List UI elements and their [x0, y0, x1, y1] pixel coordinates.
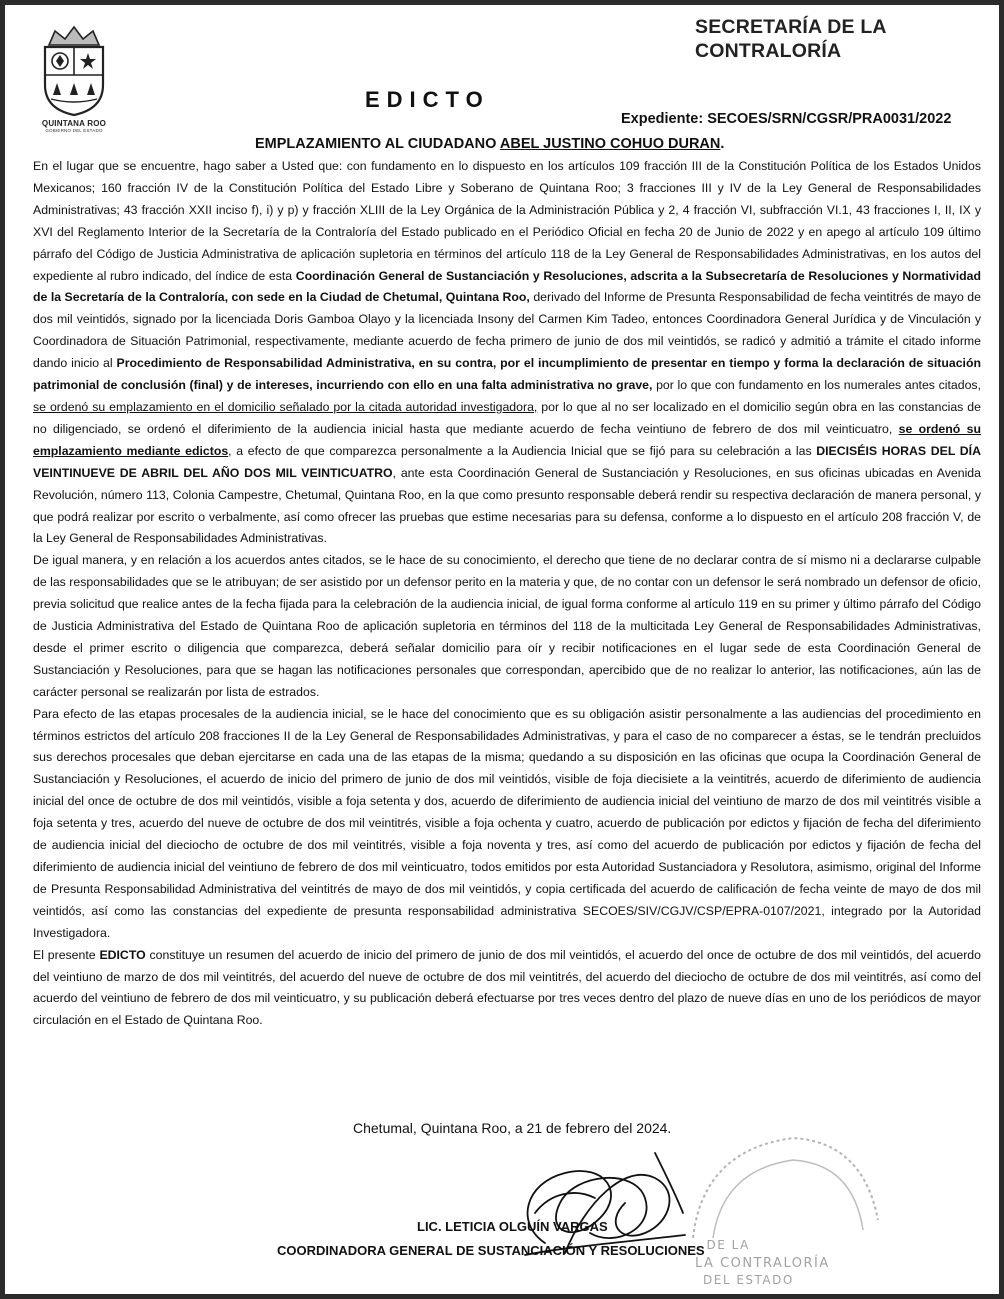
place-and-date: Chetumal, Quintana Roo, a 21 de febrero del 2024. — [353, 1120, 672, 1136]
paragraph-1-bold-a: Coordinación General de Sustanciación y Resoluciones, adscrita a la Subsecretaría de Resoluciones y Normatividad de la Secretaría de la Contraloría, con sede en la Ciudad de Chetumal, Quintana Roo, — [33, 268, 981, 305]
coat-of-arms-icon — [35, 23, 113, 118]
document-body — [33, 156, 981, 1032]
paragraph-1-text-d: por lo que al no ser localizado en el domicilio según obra en las constancias de no diligenciado, se ordenó el diferimiento de la audiencia inicial hasta que mediante acuerdo de fecha veintiuno de febrero de dos mil veinticuatro, — [33, 399, 981, 436]
paragraph-1-bold-c: DIECISÉIS HORAS DEL DÍA VEINTINUEVE DE ABRIL DEL AÑO DOS MIL VEINTICUATRO — [33, 443, 981, 480]
department-line-1: SECRETARÍA DE LA — [695, 16, 887, 38]
department-line-2: CONTRALORÍA — [695, 40, 842, 62]
signer-title: COORDINADORA GENERAL DE SUSTANCIACIÓN Y RESOLUCIONES — [277, 1243, 705, 1258]
paragraph-1-underlined-a: se ordenó su emplazamiento en el domicilio señalado por la citada autoridad investigadora, — [33, 399, 538, 414]
stamp-line-3: DEL ESTADO — [703, 1273, 794, 1287]
paragraph-1-bold-b: Procedimiento de Responsabilidad Administrativa, en su contra, por el incumplimiento de presentar en tiempo y forma la declaración de situación patrimonial de conclusión (final) y de intereses, incurriendo con ello en una falta administrativa no grave, — [33, 356, 981, 393]
paragraph-4-bold: EDICTO — [99, 947, 146, 962]
summoned-person-name: ABEL JUSTINO COHUO DURAN — [499, 136, 721, 152]
seal-name: QUINTANA ROO — [41, 119, 107, 128]
document-title: EDICTO — [365, 87, 490, 112]
official-stamp — [673, 1130, 883, 1290]
case-file-number: Expediente: SECOES/SRN/CGSR/PRA0031/2022 — [621, 111, 952, 127]
paragraph-1-text-e: , a efecto de que comparezca personalmente a la Audiencia Inicial que se fijó para su celebración a las — [228, 443, 817, 458]
paragraph-4-text-a: El presente — [33, 947, 100, 962]
paragraph-4-text-b: constituye un resumen del acuerdo de inicio del primero de junio de dos mil veintidós, el acuerdo del once de octubre de dos mil veintidós, del acuerdo del veintiuno de marzo de dos mil veintitrés, del acuerdo del nueve de octubre de dos mil veintitrés, del acuerdo del dieciocho de octubre de dos mil veintitrés, así como del acuerdo del veintiuno de febrero de dos mil veinticuatro, y su publicación deberá efectuarse por tres veces dentro del plazo de nueve días en uno de los periódicos de mayor circulación en el Estado de Quintana Roo. — [33, 947, 981, 1028]
summons-heading — [255, 136, 724, 152]
paragraph-1-text-b: derivado del Informe de Presunta Responsabilidad de fecha veintitrés de mayo de dos mil veintidós, signado por la licenciada Doris Gamboa Olayo y la licenciada Insony del Carmen Kim Tadeo, entonces Coordinadora General Jurídica y de Vinculación y Coordinadora de Situación Patrimonial, respectivamente, mediante acuerdo de fecha primero de junio de dos mil veintidós, se radicó y admitió a trámite el citado informe dando inicio al — [33, 290, 981, 371]
summons-prefix: EMPLAZAMIENTO AL CIUDADANO — [255, 136, 500, 152]
paragraph-1-text-f: , ante esta Coordinación General de Sustanciación y Resoluciones, en sus oficinas ubicadas en Avenida Revolución, número 113, Colonia Campestre, Chetumal, Quintana Roo, en la que como presunto responsable deberá rendir su respectiva declaración de manera personal, y que podrá realizar por escrito o verbalmente, así como ofrecer las pruebas que estime necesarias para su defensa, conforme a lo dispuesto en el artículo 208 fracción V, de la Ley General de Responsabilidades Administrativas. — [33, 465, 981, 546]
paragraph-4 — [33, 945, 981, 1033]
paragraph-2: De igual manera, y en relación a los acuerdos antes citados, se le hace de su conocimiento, el derecho que tiene de no declarar contra de sí mismo ni a declararse culpable de las responsabilidades que se le atribuyan; de ser asistido por un defensor perito en la materia y que, de no contar con un defensor le será nombrado un defensor de oficio, previa solicitud que realice antes de la fecha fijada para la celebración de la audiencia inicial, de igual forma conforme al artículo 119 en su primer y último párrafo del Código de Justicia Administrativa del Estado de Quintana Roo de aplicación supletoria en términos del 118 de la multicitada Ley General de Responsabilidades Administrativas, desde el primer escrito o diligencia que comparezca, deberá señalar domicilio para oír y recibir notificaciones en el lugar sede de esta Coordinación General de Sustanciación y Resoluciones, para que se hagan las notificaciones personales que correspondan, apercibido que de no realizar lo anterior, las notificaciones, aún las de carácter personal se realizarán por lista de estrados. — [33, 553, 981, 699]
seal-subtitle: GOBIERNO DEL ESTADO — [45, 128, 103, 133]
paragraph-1 — [33, 156, 981, 550]
paragraph-3: Para efecto de las etapas procesales de la audiencia inicial, se le hace del conocimiento que es su obligación asistir personalmente a las audiencias del procedimiento en términos estrictos del artículo 208 fracciones II de la Ley General de Responsabilidades Administrativas, y para el caso de no comparecer a éstas, se le tendrán precluidos sus derechos procesales que deban ejercitarse en cada una de las etapas de la misma; quedando a su disposición en las oficinas que ocupa la Coordinación General de Sustanciación y Resoluciones, el acuerdo de inicio del primero de junio de dos mil veintidós, visible de foja diecisiete a la veintitrés, acuerdo de diferimiento de audiencia inicial del once de octubre de dos mil veintidós, visible a foja setenta y dos, acuerdo de diferimiento de audiencia inicial del veintiuno de marzo de dos mil veintitrés visible a foja setenta y tres, acuerdo del nueve de octubre de dos mil veintitrés, visible a foja ochenta y cuatro, acuerdo de publicación por edictos y fijación de fecha del diferimiento de audiencia inicial del dieciocho de octubre de dos mil veintitrés, visible a foja noventa y tres, así como del acuerdo de publicación por edictos y fijación de fecha del diferimiento de audiencia inicial del veintiuno de febrero de dos mil veinticuatro, todos emitidos por esta Autoridad Sustanciadora y Resolutora, asimismo, original del Informe de Presunta Responsabilidad Administrativa del veintitrés de mayo de dos mil veintidós, y copia certificada del acuerdo de calificación de fecha veinte de mayo de dos mil veintidós, así como las constancias del expediente de presunta responsabilidad administrativa SECOES/SIV/CGJV/CSP/EPRA-0107/2021, integrado por la Autoridad Investigadora. — [33, 706, 981, 940]
paragraph-1-text-c: por lo que con fundamento en los numerales antes citados, — [652, 378, 981, 393]
paragraph-1-bold-underlined: se ordenó su emplazamiento mediante edictos — [33, 421, 981, 458]
department-name — [695, 15, 887, 63]
state-seal — [35, 23, 113, 135]
summons-suffix: . — [720, 136, 725, 152]
paragraph-1-text-a: En el lugar que se encuentre, hago saber a Usted que: con fundamento en lo dispuesto en los artículos 109 fracción III de la Constitución Política de los Estados Unidos Mexicanos; 160 fracción IV de la Constitución Política del Estado Libre y Soberano de Quintana Roo; 3 fracciones III y IV de la Ley General de Responsabilidades Administrativas; 43 fracción XXII inciso f), i) y p) y fracción XLIII de la Ley Orgánica de la Administración Pública y 2, 4 fracción VI, subfracción VI.1, 43 fracciones I, II, IX y XVI del Reglamento Interior de la Secretaría de la Contraloría del Estado publicado en el Periódico Oficial en fecha 20 de Junio de 2022 y en apego al artículo 109 último párrafo del Código de Justicia Administrativa de aplicación supletoria en términos del artículo 118 de la Ley General de Responsabilidades Administrativas, en los autos del expediente al rubro indicado, del índice de esta — [33, 159, 981, 283]
stamp-line-2: LA CONTRALORÍA — [695, 1256, 830, 1271]
stamp-line-1: …DE LA — [693, 1238, 750, 1252]
signer-name: LIC. LETICIA OLGUÍN VARGAS — [417, 1219, 608, 1234]
stamp-ring-icon — [673, 1130, 883, 1240]
